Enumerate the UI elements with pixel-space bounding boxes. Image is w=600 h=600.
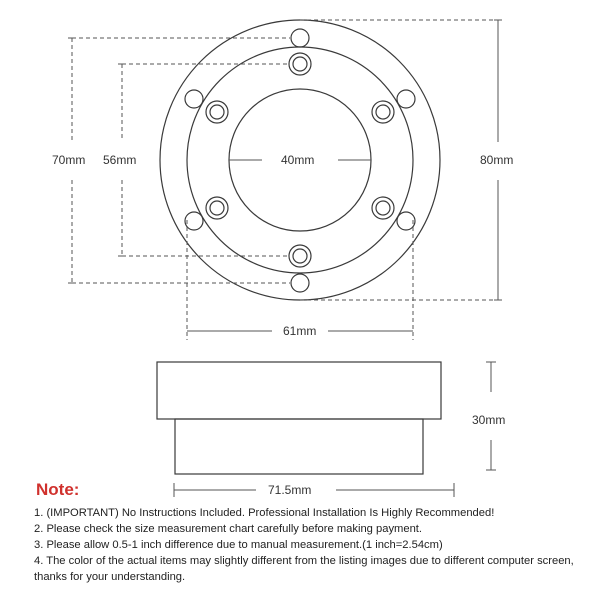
bolt-hole bbox=[289, 53, 311, 75]
dim-label-30mm: 30mm bbox=[472, 413, 506, 427]
dim-label-40mm: 40mm bbox=[281, 153, 315, 167]
bolt-hole bbox=[210, 105, 224, 119]
side-view bbox=[157, 362, 441, 474]
bolt-hole bbox=[291, 274, 309, 292]
note-item: 4. The color of the actual items may slightly different from the listing images due to different computer screen, thanks for your understanding. bbox=[34, 555, 574, 583]
note-title: Note: bbox=[36, 480, 80, 499]
bolt-hole bbox=[397, 90, 415, 108]
dim-label-71-5mm: 71.5mm bbox=[268, 483, 312, 497]
bolt-hole bbox=[376, 201, 390, 215]
dim-label-56mm: 56mm bbox=[103, 153, 137, 167]
bolt-hole bbox=[291, 29, 309, 47]
note-item: 2. Please check the size measurement chart carefully before making payment. bbox=[34, 523, 423, 535]
note-list bbox=[34, 505, 589, 585]
dim-56mm bbox=[118, 64, 289, 256]
bolt-hole bbox=[206, 101, 228, 123]
note-item: 3. Please allow 0.5-1 inch difference due to manual measurement.(1 inch=2.54cm) bbox=[34, 539, 443, 551]
dim-label-80mm: 80mm bbox=[480, 153, 514, 167]
bolt-hole bbox=[206, 197, 228, 219]
note-item: 1. (IMPORTANT) No Instructions Included. Professional Installation Is Highly Recommended! bbox=[34, 507, 495, 519]
bolt-hole bbox=[210, 201, 224, 215]
bolt-hole bbox=[185, 90, 203, 108]
dim-61mm bbox=[187, 220, 413, 340]
dim-label-70mm: 70mm bbox=[52, 153, 86, 167]
bolt-hole bbox=[185, 212, 203, 230]
bolt-hole bbox=[372, 197, 394, 219]
side-view-hub bbox=[175, 419, 423, 474]
bolt-hole bbox=[372, 101, 394, 123]
side-view-flange bbox=[157, 362, 441, 419]
bolt-hole bbox=[293, 249, 307, 263]
bolt-hole bbox=[376, 105, 390, 119]
bolt-hole bbox=[293, 57, 307, 71]
dim-71-5mm bbox=[174, 483, 454, 497]
dim-label-61mm: 61mm bbox=[283, 324, 317, 338]
dim-80mm bbox=[300, 20, 502, 300]
bolt-hole bbox=[397, 212, 415, 230]
bolt-hole bbox=[289, 245, 311, 267]
